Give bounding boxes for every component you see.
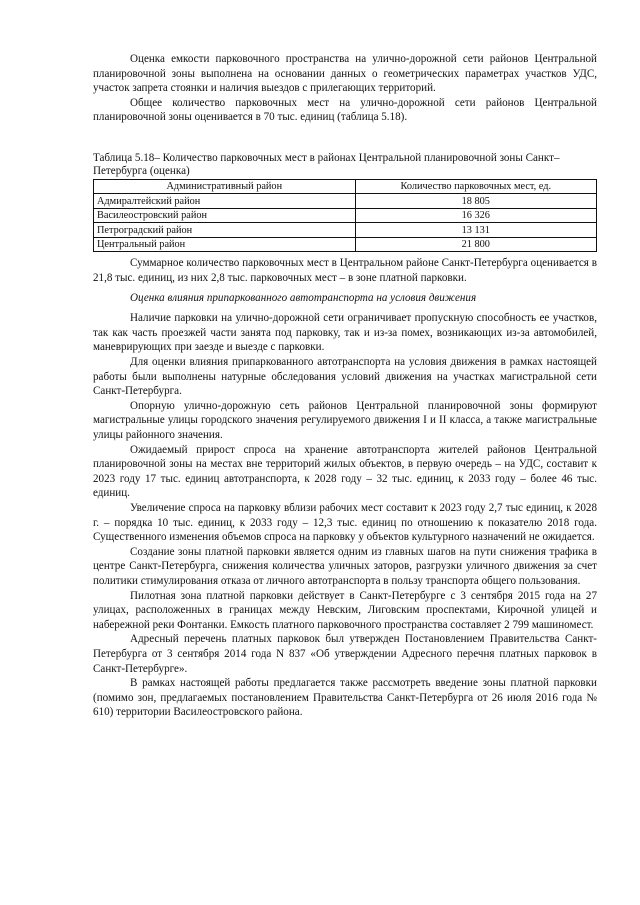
paragraph-vasileostrovsky-proposal: В рамках настоящей работы предлагается также рассмотреть введение зоны платной парковки (помимо зон, предлагаемых постановлением Правительства Санкт-Петербурга от 26 июля 2016 года № 610) территории Василеостровского района. xyxy=(93,677,597,719)
table-caption: Таблица 5.18– Количество парковочных мест в районах Центральной планировочной зоны Санкт–Петербурга (оценка) xyxy=(93,151,560,178)
table-cell-count: 16 326 xyxy=(355,208,596,223)
table-header-count: Количество парковочных мест, ед. xyxy=(355,179,596,194)
paragraph-street-network: Опорную улично-дорожную сеть районов Центральной планировочной зоны формируют магистральные улицы городского значения регулируемого движения I и II класса, а также магистральные улицы районного значения. xyxy=(93,399,597,441)
section-subheading: Оценка влияния припаркованного автотранспорта на условия движения xyxy=(130,291,477,304)
paragraph-capacity-limits: Наличие парковки на улично-дорожной сети ограничивает пропускную способность ее участков, так как часть проезжей части занята под парковку, так и из-за помех, возникающих из-за автомобилей, маневрирующих при заезде и выезде с парковки. xyxy=(93,312,597,354)
paragraph-paid-zone-purpose: Создание зоны платной парковки является одним из главных шагов на пути снижения трафика в центре Санкт-Петербурга, снижения количества уличных заторов, разгрузки уличного движения за счет политики стимулирования отказа от личного автотранспорта в пользу транспорта общего пользования. xyxy=(93,545,597,587)
table-header-row xyxy=(94,179,597,194)
table-row xyxy=(94,194,597,209)
table-cell-district: Петроградский район xyxy=(94,223,356,238)
table-row xyxy=(94,223,597,238)
table-cell-district: Центральный район xyxy=(94,237,356,252)
table-cell-count: 21 800 xyxy=(355,237,596,252)
paragraph-address-list: Адресный перечень платных парковок был утвержден Постановлением Правительства Санкт-Петербурга от 3 сентября 2014 года N 837 «Об утверждении Адресного перечня платных парковок в Санкт-Петербурге». xyxy=(93,633,597,675)
table-cell-count: 13 131 xyxy=(355,223,596,238)
paragraph-workplace-demand: Увеличение спроса на парковку вблизи рабочих мест составит к 2023 году 2,7 тыс единиц, к 2028 г. – порядка 10 тыс. единиц, к 2033 году – 12,3 тыс. единиц по отношению к показателю 2018 года. Существенного изменения объемов спроса на парковку у объектов культурного назначений не ожидается. xyxy=(93,501,597,544)
paragraph-capacity-assessment: Оценка емкости парковочного пространства на улично-дорожной сети районов Центральной планировочной зоны выполнена на основании данных о геометрических параметрах участков УДС, участок запрета стоянки и наличия выездов с прилегающих территорий. xyxy=(93,53,597,95)
table-cell-district: Василеостровский район xyxy=(94,208,356,223)
table-row xyxy=(94,237,597,252)
table-cell-district: Адмиралтейский район xyxy=(94,194,356,209)
paragraph-pilot-zone: Пилотная зона платной парковки действует в Санкт-Петербурге с 3 сентября 2015 года на 27 улицах, расположенных в границах между Невским, Лиговским проспектами, Кирочной улицей и набережной реки Фонтанки. Емкость платного парковочного пространства составляет 2 799 машиномест. xyxy=(93,589,597,631)
paragraph-field-surveys: Для оценки влияния припаркованного автотранспорта на условия движения в рамках настоящей работы были выполнены натурные обследования условий движения на участках магистральной сети Санкт-Петербурга. xyxy=(93,356,597,398)
table-row xyxy=(94,208,597,223)
paragraph-central-district-total: Суммарное количество парковочных мест в Центральном районе Санкт-Петербурга оценивается в 21,8 тыс. единиц, из них 2,8 тыс. парковочных мест – в зоне платной парковки. xyxy=(93,257,597,285)
table-cell-count: 18 805 xyxy=(355,194,596,209)
table-header-district: Административный район xyxy=(94,179,356,194)
parking-table xyxy=(93,179,597,253)
paragraph-demand-growth: Ожидаемый прирост спроса на хранение автотранспорта жителей районов Центральной планировочной зоны на местах вне территорий жилых объектов, в первую очередь – на УДС, составит к 2023 году 17 тыс. единиц автотранспорта, к 2028 году – 32 тыс. единиц, к 2033 году – более 46 тыс. единиц. xyxy=(93,443,597,500)
paragraph-total-parking: Общее количество парковочных мест на улично-дорожной сети районов Центральной планировочной зоны оценивается в 70 тыс. единиц (таблица 5.18). xyxy=(93,96,597,124)
document-body xyxy=(93,52,597,720)
